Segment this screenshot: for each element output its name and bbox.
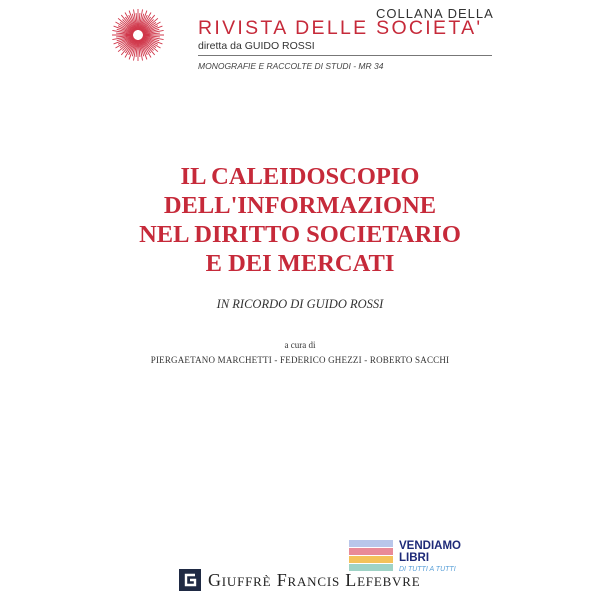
badge-stripe <box>349 540 393 547</box>
book-title-line: E DEI MERCATI <box>205 250 395 277</box>
book-title-line: NEL DIRITTO SOCIETARIO <box>139 221 461 248</box>
publisher-name: Giuffrè Francis Lefebvre <box>208 570 421 590</box>
header-divider <box>198 55 492 56</box>
book-title-line: IL CALEIDOSCOPIO <box>180 163 420 190</box>
edited-by-label: a cura di <box>284 340 316 350</box>
badge-stripe <box>349 548 393 555</box>
badge-line1: VENDIAMO <box>399 540 461 552</box>
publisher-logo-icon <box>178 568 202 592</box>
series-director: diretta da GUIDO ROSSI <box>198 40 315 52</box>
book-title <box>100 162 500 278</box>
collana-label: COLLANA DELLA <box>376 6 494 21</box>
series-logo-icon <box>111 8 165 62</box>
badge-stripe <box>349 556 393 563</box>
dedication: IN RICORDO DI GUIDO ROSSI <box>216 297 384 311</box>
badge-line3: DI TUTTI A TUTTI <box>399 566 456 573</box>
series-subtitle: MONOGRAFIE E RACCOLTE DI STUDI - MR 34 <box>198 61 384 71</box>
editors-list: PIERGAETANO MARCHETTI - FEDERICO GHEZZI - ROBERTO SACCHI <box>150 355 450 365</box>
book-title-line: DELL'INFORMAZIONE <box>163 192 437 219</box>
series-title: RIVISTA DELLE SOCIETA' <box>198 17 483 39</box>
badge-line2: LIBRI <box>399 552 430 564</box>
